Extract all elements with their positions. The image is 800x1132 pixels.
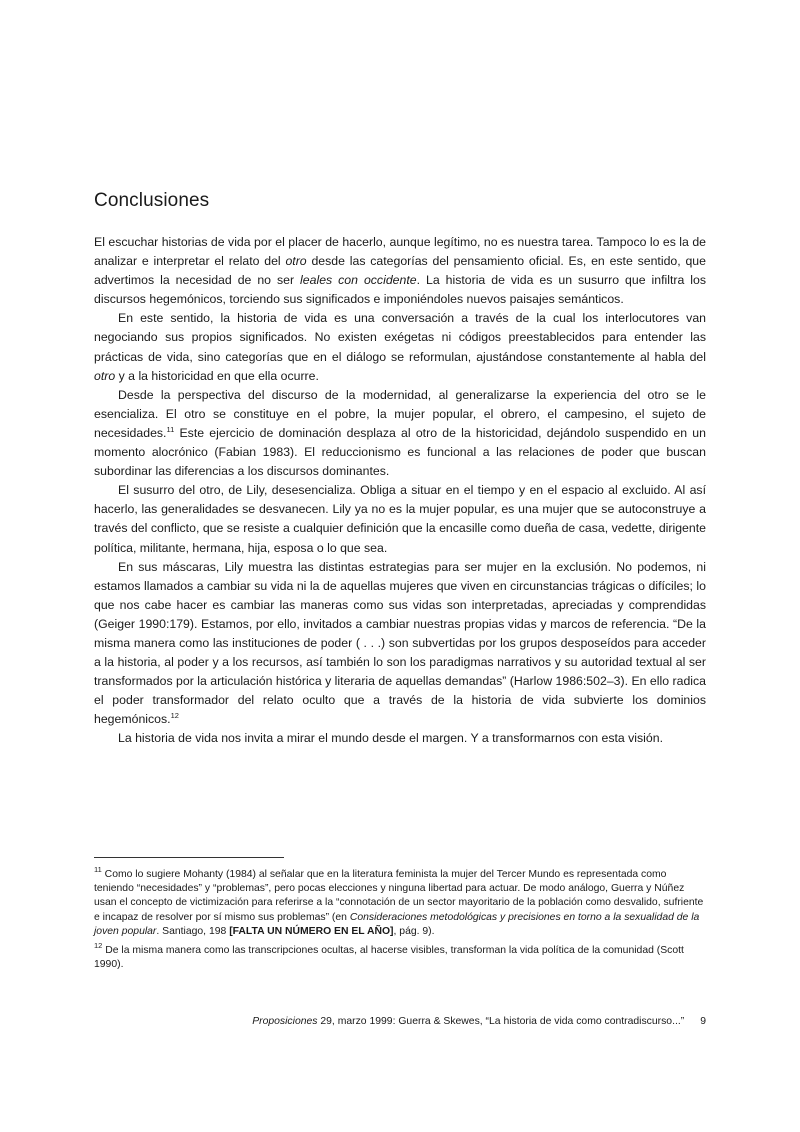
text-run: , pág. 9). (393, 925, 435, 937)
page-footer (94, 1016, 706, 1027)
footnote (94, 865, 706, 939)
footer-citation: 29, marzo 1999: Guerra & Skewes, “La historia de vida como contradiscurso...” (317, 1016, 685, 1027)
text-run: otro (285, 254, 307, 269)
text-run: y a la historicidad en que ella ocurre. (115, 368, 319, 383)
journal-name: Proposiciones (252, 1016, 318, 1027)
text-run: Como lo sugiere Mohanty (1984) al señalar que en la literatura feminista la mujer del Tercer Mundo es representada como teniendo “necesidades” y “problemas”, pero pocas elecciones y ninguna libertad para actuar. De modo análogo, Guerra y Núñez usan el concepto de victimización para referirse a la “connotación de un sector mayoritario de la población como desvalido, sufriente e incapaz de resolver por sí mismo sus problemas” (en (94, 869, 704, 923)
text-run: El escuchar historias de vida por el placer de hacerlo, aunque legítimo, no es nuestra tarea. Tampoco lo es la de analizar e interpretar el relato del (94, 235, 706, 269)
paragraph (94, 386, 706, 481)
page-number: 9 (700, 1016, 706, 1027)
text-run: . La historia de vida es un susurro que infiltra los discursos hegemónicos, torciendo sus significados e imponiéndoles nuevos paisajes semánticos. (94, 273, 706, 307)
footnotes (94, 865, 706, 977)
paragraph (94, 233, 706, 309)
paragraph (94, 558, 706, 730)
footnote-ref: 12 (94, 941, 103, 951)
text-run: otro (94, 368, 116, 383)
text-run: . Santiago, 198 (156, 925, 230, 937)
footnote-ref: 11 (94, 865, 102, 874)
paragraph (94, 481, 706, 557)
footnote-ref: 11 (166, 424, 175, 434)
body-text (94, 233, 706, 749)
paragraph (94, 309, 706, 385)
text-run: Este ejercicio de dominación desplaza al otro de la historicidad, dejándolo suspendido en un momento alocrónico (Fabian 1983). El reduccionismo es funcional a las relaciones de poder que buscan subordinar las diferencias a los discursos dominantes. (94, 425, 706, 479)
text-run: La historia de vida nos invita a mirar el mundo desde el margen. Y a transformarnos con esta visión. (118, 731, 663, 746)
text-run: De la misma manera como las transcripciones ocultas, al hacerse visibles, transforman la vida política de la comunidad (Scott 1990). (94, 945, 684, 971)
text-run: desde las categorías del pensamiento oficial. Es, en este sentido, que advertimos la necesidad de no ser (94, 254, 706, 288)
text-run: El susurro del otro, de Lily, desesencializa. Obliga a situar en el tiempo y en el espacio al excluido. Al así hacerlo, las generalidades se desvanecen. Lily ya no es la mujer popular, es una mujer que se autoconstruye a través del conflicto, que se resiste a cualquier definición que la encasille como dueña de casa, vedette, dirigente política, militante, hermana, hija, esposa o lo que sea. (94, 483, 706, 555)
text-run: Desde la perspectiva del discurso de la modernidad, al generalizarse la experiencia del otro se le esencializa. El otro se constituye en el pobre, la mujer popular, el obrero, el campesino, el sujeto de necesidades. (94, 387, 706, 440)
footnote (94, 941, 706, 972)
footnote-ref: 12 (170, 711, 179, 721)
paragraph (94, 729, 706, 748)
text-run: En este sentido, la historia de vida es una conversación a través de la cual los interlocutores van negociando sus propios significados. No existen exégetas ni códigos preestablecidos para entender las prácticas de vida, sino categorías que en el diálogo se reformulan, ajustándose constantemente al habla del (94, 311, 706, 364)
text-run: [FALTA UN NÚMERO EN EL AÑO] (229, 925, 394, 937)
section-heading: Conclusiones (94, 190, 210, 211)
text-run: leales con occidente (300, 273, 417, 288)
text-run: En sus máscaras, Lily muestra las distintas estrategias para ser mujer en la exclusión. No podemos, ni estamos llamados a cambiar su vida ni la de aquellas mujeres que viven en circunstancias trágicas o difíciles; lo que nos cabe hacer es cambiar las maneras como sus vidas son interpretadas, apreciadas y comprendidas (Geiger 1990:179). Estamos, por ello, invitados a cambiar nuestras propias vidas y marcos de referencia. “De la misma manera como las instituciones de poder ( . . .) son subvertidas por los grupos desposeídos para acceder a la historia, al poder y a los recursos, así también lo son los paradigmas narrativos y su autoridad textual al ser transformados por la articulación histórica y literaria de aquellas demandas” (Harlow 1986:502–3). En ello radica el poder transformador del relato oculto que a través de la historia de vida subvierte los dominios hegemónicos. (94, 559, 706, 727)
footnote-divider (94, 857, 284, 858)
text-run: Consideraciones metodológicas y precisiones en torno a la sexualidad de la joven popular (94, 911, 700, 937)
